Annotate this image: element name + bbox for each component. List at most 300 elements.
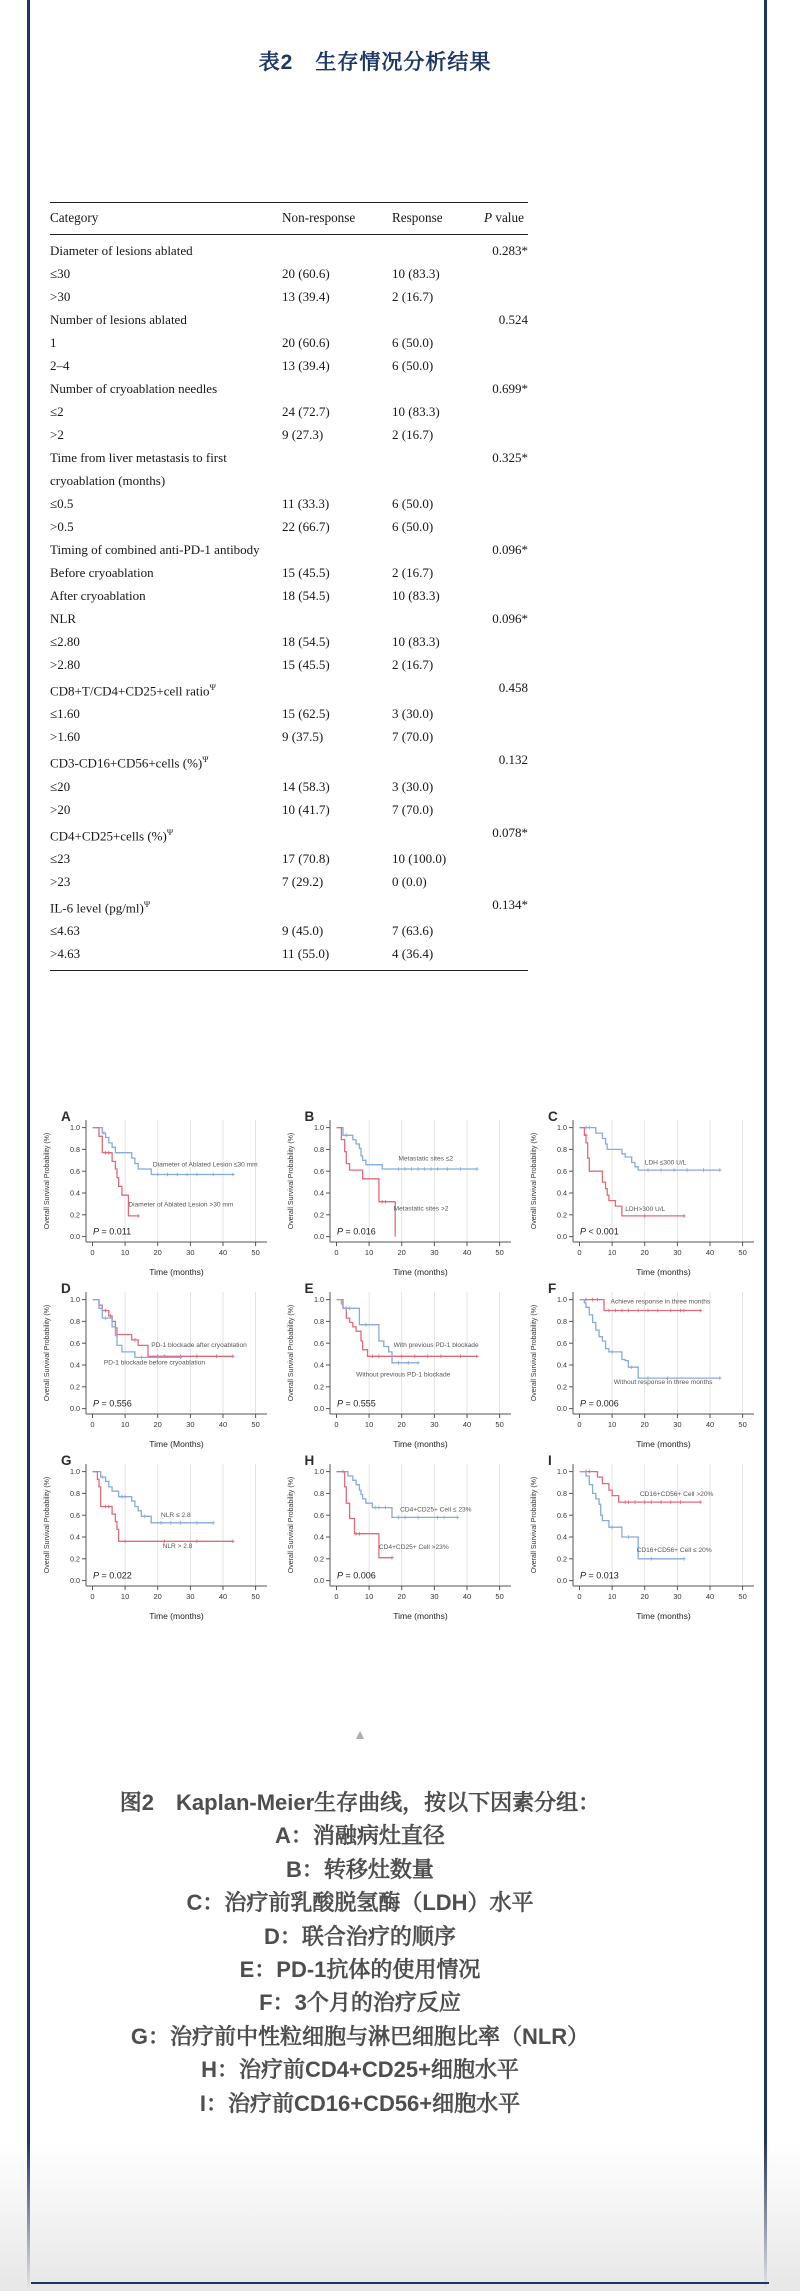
svg-text:10: 10 [120, 1248, 130, 1257]
cell-non-response: 17 (70.8) [282, 850, 330, 866]
table-row [50, 775, 528, 798]
svg-text:P < 0.001: P < 0.001 [580, 1226, 619, 1237]
cell-p-value [484, 847, 528, 870]
cell-p-value [484, 942, 528, 971]
svg-text:40: 40 [705, 1420, 715, 1429]
svg-text:20: 20 [640, 1248, 649, 1257]
svg-text:0: 0 [90, 1592, 95, 1601]
cell-category: CD4+CD25+cells (%)$^\Psi$ [50, 826, 174, 843]
cell-p-value [484, 423, 528, 446]
svg-text:40: 40 [705, 1592, 715, 1601]
svg-text:0.4: 0.4 [313, 1188, 324, 1198]
header-category: Category [50, 203, 282, 235]
cell-response: 0 (0.0) [392, 873, 427, 889]
table-row [50, 798, 528, 821]
cell-category: ≤0.5 [50, 496, 74, 511]
svg-text:0.8: 0.8 [557, 1489, 567, 1498]
cell-category: >1.60 [50, 729, 81, 745]
svg-text:Time (months): Time (months) [392, 1611, 448, 1621]
svg-text:Overall Survival Probability (: Overall Survival Probability (%) [44, 1476, 51, 1574]
svg-text:0.2: 0.2 [70, 1382, 80, 1392]
cell-non-response [282, 308, 392, 331]
cell-response [392, 538, 484, 561]
svg-text:0.8: 0.8 [313, 1317, 324, 1326]
table-row [50, 354, 528, 377]
svg-text:P = 0.006: P = 0.006 [336, 1570, 376, 1581]
cell-response [392, 748, 484, 774]
svg-text:30: 30 [429, 1420, 439, 1429]
cell-p-value [484, 702, 528, 725]
svg-text:0.4: 0.4 [70, 1360, 80, 1370]
cell-non-response: 15 (45.5) [282, 657, 330, 672]
svg-text:10: 10 [607, 1248, 617, 1257]
svg-text:Time (months): Time (months) [149, 1611, 204, 1621]
svg-text:50: 50 [251, 1592, 260, 1601]
cell-p-value [484, 492, 528, 515]
svg-text:40: 40 [218, 1248, 228, 1257]
km-chart [280, 1108, 523, 1280]
table-row [50, 676, 528, 702]
cell-p-value [484, 798, 528, 821]
cell-category: >2 [50, 427, 64, 442]
cell-non-response: 9 (27.3) [282, 427, 324, 442]
table-row [50, 893, 528, 919]
panel-letter: B [304, 1109, 315, 1124]
cell-p-value: 0.699* [492, 381, 528, 396]
cell-category: >23 [50, 873, 71, 889]
svg-text:Metastatic sites ≤2: Metastatic sites ≤2 [398, 1155, 453, 1163]
svg-text:30: 30 [429, 1248, 439, 1257]
svg-text:0.6: 0.6 [557, 1510, 567, 1520]
cell-non-response: 18 (54.5) [282, 588, 330, 603]
table-row [50, 561, 528, 584]
svg-text:Time (months): Time (months) [636, 1611, 691, 1621]
svg-text:Overall Survival Probability (: Overall Survival Probability (%) [531, 1304, 538, 1402]
cell-category: ≤1.60 [50, 706, 80, 722]
svg-text:0: 0 [577, 1592, 582, 1601]
cell-category: Time from liver metastasis to first cryoablation (months) [50, 450, 227, 488]
cell-category: Number of cryoablation needles [50, 381, 218, 396]
svg-text:P = 0.022: P = 0.022 [93, 1570, 132, 1581]
cell-p-value: 0.134* [492, 896, 528, 912]
bottom-gradient [0, 2141, 800, 2291]
km-panel-a [36, 1108, 279, 1280]
cell-response [392, 235, 484, 263]
svg-text:0.8: 0.8 [313, 1145, 324, 1154]
svg-text:20: 20 [397, 1592, 406, 1601]
svg-text:50: 50 [251, 1248, 260, 1257]
svg-text:20: 20 [640, 1420, 649, 1429]
cell-category: >20 [50, 801, 71, 817]
svg-text:40: 40 [462, 1248, 471, 1257]
table-row [50, 821, 528, 847]
cell-category: CD8+T/CD4+CD25+cell ratio$^\Psi$ [50, 682, 216, 699]
svg-text:CD16+CD56+ Cell ≤ 20%: CD16+CD56+ Cell ≤ 20% [636, 1547, 712, 1555]
svg-text:0.0: 0.0 [313, 1576, 324, 1586]
cell-non-response: 11 (55.0) [282, 946, 330, 962]
table-row [50, 748, 528, 774]
cell-category: IL-6 level $(pg/ml)^\Psi$ [50, 898, 151, 916]
svg-text:0.2: 0.2 [313, 1382, 324, 1392]
km-chart [280, 1280, 523, 1452]
cell-p-value [484, 919, 528, 942]
caption-line: I：治疗前CD16+CD56+细胞水平 [199, 2090, 521, 2116]
svg-text:0: 0 [577, 1420, 582, 1429]
cell-p-value [484, 331, 528, 354]
svg-text:0.0: 0.0 [557, 1576, 567, 1586]
svg-text:1.0: 1.0 [70, 1295, 80, 1305]
km-chart [36, 1108, 279, 1280]
svg-text:1.0: 1.0 [557, 1295, 567, 1305]
cell-p-value [484, 354, 528, 377]
cell-response: 3 (30.0) [392, 778, 434, 794]
svg-text:10: 10 [607, 1592, 617, 1601]
svg-text:LDH>300 U/L: LDH>300 U/L [625, 1206, 666, 1213]
page-title: 表2 生存情况分析结果 [258, 51, 492, 74]
cell-response: 10 (83.3) [392, 634, 440, 649]
cell-non-response: 13 (39.4) [282, 358, 330, 373]
svg-text:20: 20 [153, 1248, 162, 1257]
table-row [50, 400, 528, 423]
svg-text:0.4: 0.4 [557, 1188, 567, 1198]
table-row [50, 331, 528, 354]
cell-p-value: 0.524 [498, 312, 528, 327]
svg-text:Time (months): Time (months) [392, 1439, 448, 1449]
svg-text:0.0: 0.0 [70, 1576, 80, 1586]
cell-p-value [484, 653, 528, 676]
svg-text:Without response in three mont: Without response in three months [613, 1379, 713, 1386]
km-panel-f [523, 1280, 766, 1452]
svg-text:50: 50 [738, 1592, 747, 1601]
cell-category: 1 [50, 335, 57, 350]
svg-text:P = 0.555: P = 0.555 [336, 1398, 376, 1409]
collapse-triangle-icon[interactable]: ▲ [353, 1726, 367, 1742]
svg-text:NLR ≤ 2.8: NLR ≤ 2.8 [161, 1511, 191, 1519]
cell-category: >0.5 [50, 519, 74, 534]
cell-response: 7 (70.0) [392, 801, 434, 817]
panel-letter: G [61, 1453, 72, 1468]
cell-category: ≤4.63 [50, 923, 80, 939]
svg-text:Time (months): Time (months) [392, 1267, 448, 1277]
table-row [50, 262, 528, 285]
svg-text:20: 20 [397, 1420, 406, 1429]
svg-text:0.6: 0.6 [70, 1510, 80, 1520]
cell-category: ≤20 [50, 778, 71, 794]
svg-text:0: 0 [333, 1420, 339, 1429]
cell-category: ≤2.80 [50, 634, 80, 649]
next-section-rule [31, 2282, 769, 2284]
cell-non-response [282, 538, 392, 561]
cell-category: 2–4 [50, 358, 70, 373]
cell-non-response [282, 893, 392, 919]
svg-text:20: 20 [640, 1592, 649, 1601]
km-chart [36, 1280, 279, 1452]
header-response: Response [392, 203, 484, 235]
svg-text:Diameter of Ablated Lesion ≤30: Diameter of Ablated Lesion ≤30 mm [152, 1161, 258, 1169]
svg-text:50: 50 [494, 1420, 504, 1429]
caption-line: H：治疗前CD4+CD25+细胞水平 [201, 2057, 519, 2083]
table-row [50, 702, 528, 725]
svg-text:40: 40 [705, 1248, 715, 1257]
km-chart [523, 1452, 766, 1624]
cell-non-response: 24 (72.7) [282, 404, 330, 419]
svg-text:10: 10 [364, 1420, 373, 1429]
cell-non-response [282, 676, 392, 702]
svg-text:50: 50 [738, 1420, 747, 1429]
table-row [50, 235, 528, 263]
svg-text:0.2: 0.2 [557, 1210, 567, 1220]
cell-p-value: 0.078* [492, 824, 528, 840]
svg-text:0.0: 0.0 [557, 1232, 567, 1242]
svg-text:0.6: 0.6 [313, 1166, 324, 1176]
cell-non-response: 9 (45.0) [282, 923, 324, 939]
km-panel-e [280, 1280, 523, 1452]
svg-text:0.2: 0.2 [313, 1210, 324, 1220]
table-row [50, 847, 528, 870]
svg-text:P = 0.006: P = 0.006 [580, 1398, 619, 1409]
svg-text:0.8: 0.8 [557, 1145, 567, 1154]
cell-category: >4.63 [50, 946, 81, 962]
svg-text:0.8: 0.8 [70, 1145, 80, 1154]
svg-text:0.8: 0.8 [70, 1317, 80, 1326]
svg-text:CD16+CD56+ Cell >20%: CD16+CD56+ Cell >20% [639, 1491, 714, 1499]
cell-response: 10 (83.3) [392, 588, 440, 603]
km-chart [523, 1280, 766, 1452]
svg-text:Time (months): Time (months) [636, 1267, 691, 1277]
panel-letter: C [548, 1109, 558, 1124]
cell-p-value [484, 870, 528, 893]
cell-response: 7 (70.0) [392, 729, 434, 745]
svg-text:50: 50 [494, 1248, 504, 1257]
km-panel-d [36, 1280, 279, 1452]
svg-text:20: 20 [153, 1592, 162, 1601]
svg-text:0.4: 0.4 [557, 1532, 567, 1542]
svg-text:0.2: 0.2 [313, 1554, 324, 1564]
cell-non-response [282, 446, 392, 492]
svg-text:Time (months): Time (months) [149, 1267, 204, 1277]
cell-response: 2 (16.7) [392, 565, 434, 580]
cell-category: CD3-CD16+CD56+cells (%)$^\Psi$ [50, 754, 209, 771]
svg-text:0.4: 0.4 [70, 1188, 80, 1198]
cell-response [392, 308, 484, 331]
cell-p-value [484, 584, 528, 607]
svg-text:CD4+CD25+ Cell >23%: CD4+CD25+ Cell >23% [378, 1544, 449, 1551]
table-row [50, 607, 528, 630]
panel-letter: H [304, 1453, 315, 1468]
cell-p-value [484, 285, 528, 308]
cell-p-value [484, 725, 528, 748]
cell-response: 7 (63.6) [392, 923, 434, 939]
svg-text:0.6: 0.6 [557, 1338, 567, 1348]
svg-text:30: 30 [673, 1248, 682, 1257]
svg-text:LDH ≤300 U/L: LDH ≤300 U/L [644, 1159, 687, 1167]
cell-category: Before cryoablation [50, 565, 154, 580]
cell-non-response: 20 (60.6) [282, 335, 330, 350]
table-row [50, 446, 528, 492]
cell-category: >30 [50, 289, 71, 304]
km-chart [280, 1452, 523, 1624]
figure-caption [30, 1786, 690, 2120]
caption-line: C：治疗前乳酸脱氢酶（LDH）水平 [186, 1890, 534, 1916]
svg-text:0: 0 [90, 1248, 95, 1257]
svg-text:0.6: 0.6 [313, 1510, 324, 1520]
caption-line: G：治疗前中性粒细胞与淋巴细胞比率（NLR） [130, 2023, 590, 2049]
panel-letter: I [548, 1453, 552, 1468]
svg-text:50: 50 [494, 1592, 504, 1601]
table-row [50, 377, 528, 400]
svg-text:30: 30 [186, 1420, 195, 1429]
svg-text:0.6: 0.6 [70, 1338, 80, 1348]
svg-text:20: 20 [153, 1420, 162, 1429]
cell-p-value [484, 561, 528, 584]
cell-response [392, 446, 484, 492]
cell-p-value: 0.458 [498, 680, 528, 695]
table-row [50, 919, 528, 942]
cell-p-value [484, 262, 528, 285]
cell-category: NLR [50, 611, 76, 626]
svg-text:30: 30 [673, 1592, 682, 1601]
cell-response: 2 (16.7) [392, 289, 434, 304]
km-chart [36, 1452, 279, 1624]
cell-non-response: 7 (29.2) [282, 873, 324, 889]
table-row [50, 308, 528, 331]
cell-non-response: 22 (66.7) [282, 519, 330, 534]
cell-non-response [282, 377, 392, 400]
table-row [50, 942, 528, 971]
svg-text:0.0: 0.0 [70, 1404, 80, 1414]
svg-text:Time (Months): Time (Months) [149, 1439, 204, 1449]
table-row [50, 492, 528, 515]
svg-text:30: 30 [186, 1248, 195, 1257]
svg-text:P = 0.016: P = 0.016 [336, 1226, 376, 1237]
svg-text:50: 50 [738, 1248, 747, 1257]
svg-text:Overall Survival Probability (: Overall Survival Probability (%) [531, 1132, 538, 1230]
table-row [50, 584, 528, 607]
caption-line: B：转移灶数量 [286, 1856, 434, 1882]
cell-non-response: 18 (54.5) [282, 634, 330, 649]
km-figure [36, 1108, 767, 1624]
svg-text:P = 0.556: P = 0.556 [93, 1398, 132, 1409]
svg-text:Metastatic sites >2: Metastatic sites >2 [393, 1205, 448, 1213]
table-header-row [50, 203, 528, 235]
svg-text:P = 0.013: P = 0.013 [580, 1570, 619, 1581]
cell-response: 6 (50.0) [392, 496, 434, 511]
cell-p-value [484, 515, 528, 538]
cell-non-response: 20 (60.6) [282, 266, 330, 281]
cell-p-value: 0.325* [492, 450, 528, 465]
svg-text:1.0: 1.0 [313, 1123, 324, 1133]
cell-non-response: 9 (37.5) [282, 729, 324, 745]
cell-response: 6 (50.0) [392, 519, 434, 534]
svg-text:NLR > 2.8: NLR > 2.8 [162, 1542, 193, 1550]
svg-text:Overall Survival Probability (: Overall Survival Probability (%) [44, 1304, 51, 1402]
svg-text:Overall Survival Probability (: Overall Survival Probability (%) [287, 1304, 295, 1402]
caption-line: A：消融病灶直径 [275, 1823, 445, 1849]
svg-text:Overall Survival Probability (: Overall Survival Probability (%) [287, 1132, 295, 1230]
svg-text:0.0: 0.0 [557, 1404, 567, 1414]
cell-response [392, 893, 484, 919]
table-row [50, 423, 528, 446]
svg-text:0.2: 0.2 [70, 1210, 80, 1220]
km-panel-i [523, 1452, 766, 1624]
cell-response: 10 (83.3) [392, 404, 440, 419]
svg-text:1.0: 1.0 [70, 1467, 80, 1477]
svg-text:0: 0 [333, 1592, 339, 1601]
table-row [50, 538, 528, 561]
cell-non-response: 15 (62.5) [282, 706, 330, 722]
survival-table-body [50, 235, 528, 971]
cell-non-response: 13 (39.4) [282, 289, 330, 304]
cell-response [392, 377, 484, 400]
table-row [50, 285, 528, 308]
cell-response: 10 (83.3) [392, 266, 440, 281]
svg-text:30: 30 [186, 1592, 195, 1601]
svg-text:0: 0 [333, 1248, 339, 1257]
caption-line: D：联合治疗的顺序 [264, 1923, 456, 1949]
cell-non-response: 11 (33.3) [282, 496, 330, 511]
km-panel-h [280, 1452, 523, 1624]
cell-response: 2 (16.7) [392, 427, 434, 442]
svg-text:0: 0 [90, 1420, 95, 1429]
km-panel-c [523, 1108, 766, 1280]
svg-text:0.2: 0.2 [70, 1554, 80, 1564]
cell-category: After cryoablation [50, 588, 146, 603]
cell-non-response: 14 (58.3) [282, 778, 330, 794]
cell-response [392, 607, 484, 630]
cell-category: Diameter of lesions ablated [50, 243, 193, 258]
cell-non-response [282, 235, 392, 263]
cell-non-response [282, 821, 392, 847]
cell-category: ≤2 [50, 404, 64, 419]
table-row [50, 725, 528, 748]
cell-category: ≤23 [50, 850, 71, 866]
cell-response: 10 (100.0) [392, 850, 447, 866]
svg-text:40: 40 [218, 1420, 228, 1429]
svg-text:0.0: 0.0 [313, 1232, 324, 1242]
cell-category: ≤30 [50, 266, 71, 281]
cell-response [392, 676, 484, 702]
svg-text:10: 10 [120, 1420, 130, 1429]
cell-category: >2.80 [50, 657, 81, 672]
svg-text:0.2: 0.2 [557, 1554, 567, 1564]
svg-text:0.4: 0.4 [557, 1360, 567, 1370]
svg-text:40: 40 [462, 1420, 471, 1429]
cell-non-response [282, 748, 392, 774]
svg-text:0.8: 0.8 [557, 1317, 567, 1326]
cell-response: 6 (50.0) [392, 335, 434, 350]
cell-p-value [484, 775, 528, 798]
panel-letter: F [548, 1281, 557, 1296]
table-row [50, 870, 528, 893]
svg-text:0.4: 0.4 [313, 1532, 324, 1542]
table-row [50, 630, 528, 653]
svg-text:P = 0.011: P = 0.011 [93, 1226, 132, 1237]
svg-text:50: 50 [251, 1420, 260, 1429]
svg-text:0.0: 0.0 [70, 1232, 80, 1242]
km-panel-b [280, 1108, 523, 1280]
svg-text:1.0: 1.0 [313, 1295, 324, 1305]
svg-text:Overall Survival Probability (: Overall Survival Probability (%) [531, 1476, 538, 1574]
cell-response: 3 (30.0) [392, 706, 434, 722]
cell-p-value [484, 400, 528, 423]
caption-line: F：3个月的治疗反应 [259, 1990, 461, 2016]
cell-p-value [484, 630, 528, 653]
caption-line: 图2 Kaplan-Meier生存曲线，按以下因素分组： [119, 1790, 601, 1815]
cell-p-value: 0.096* [492, 542, 528, 557]
cell-p-value: 0.283* [492, 243, 528, 258]
cell-response: 6 (50.0) [392, 358, 434, 373]
panel-letter: E [304, 1281, 314, 1296]
